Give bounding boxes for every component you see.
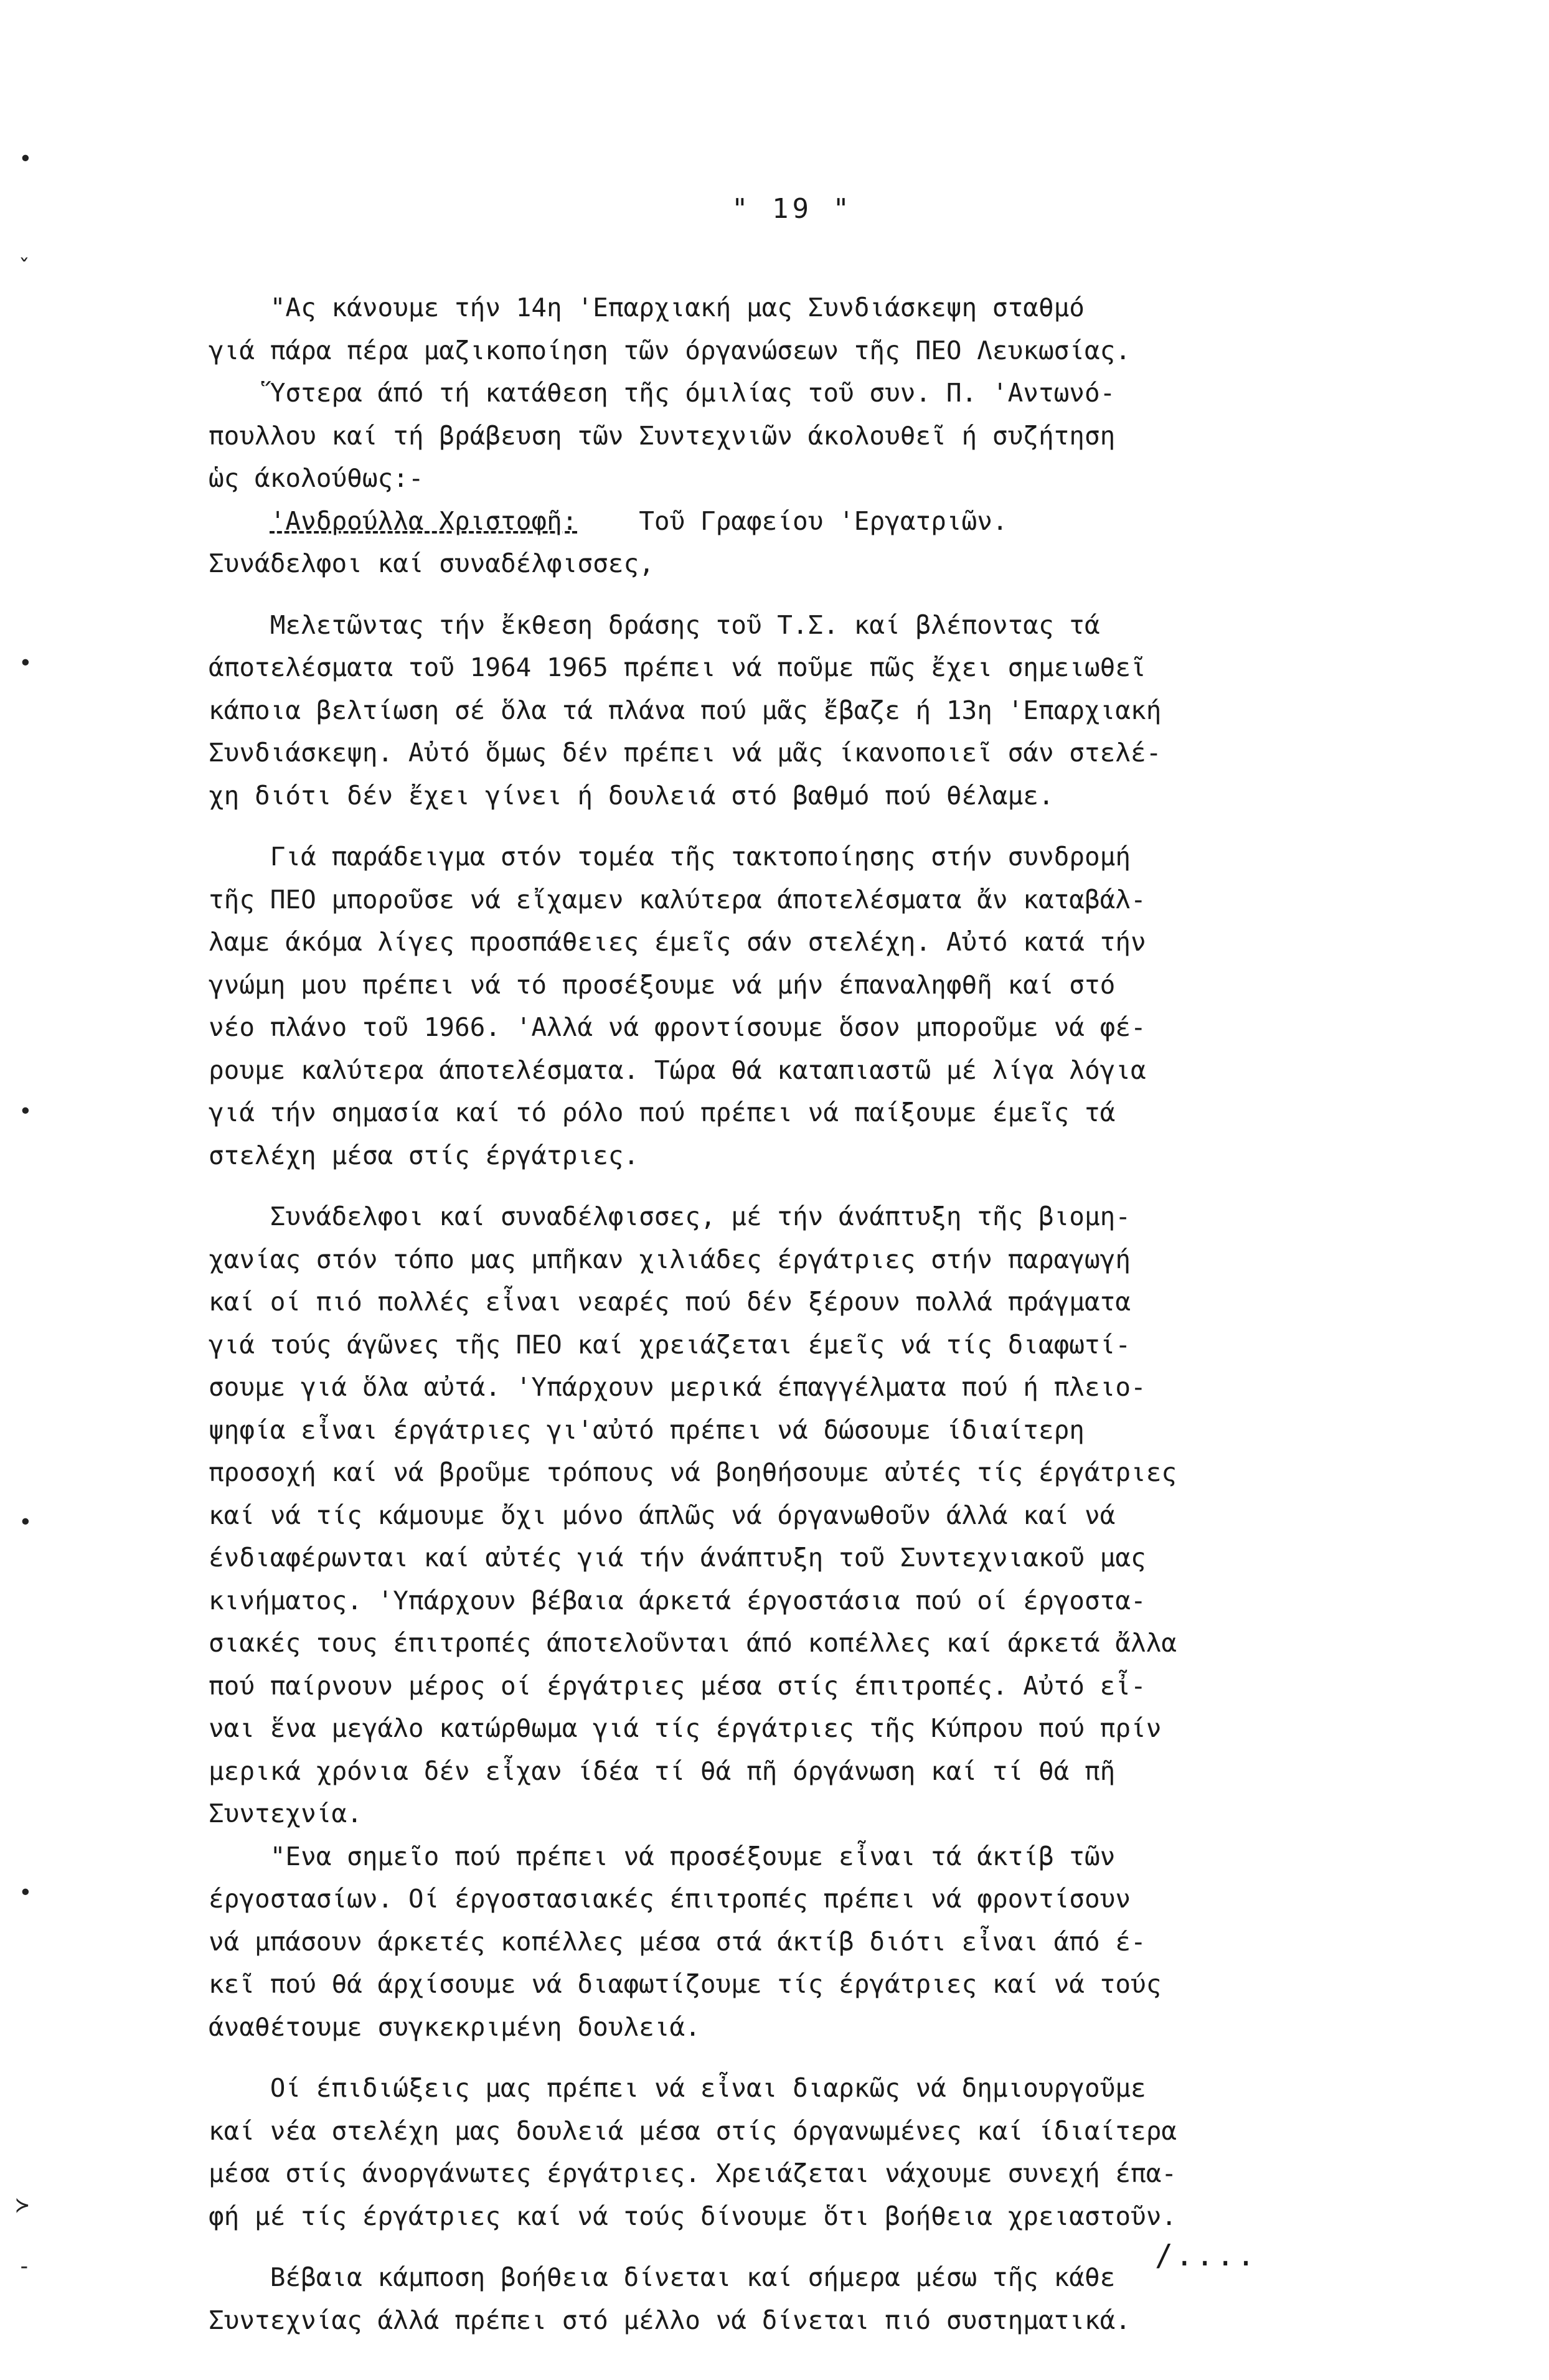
speaker-row: [209, 500, 1423, 543]
text-line: Ὕστερα άπό τή κατάθεση τῆς όμιλίας τοῦ συν. Π. 'Αντωνό-: [209, 378, 1116, 408]
text-line: άποτελέσματα τοῦ 1964 1965 πρέπει νά ποῦμε πῶς ἔχει σημειωθεῖ: [209, 652, 1146, 682]
text-line: νέο πλάνο τοῦ 1966. 'Αλλά νά φροντίσουμε ὅσον μποροῦμε νά φέ-: [209, 1012, 1146, 1042]
text-line: προσοχή καί νά βροῦμε τρόπους νά βοηθήσουμε αὐτές τίς έργάτριες: [209, 1457, 1177, 1487]
text-line: Συνάδελφοι καί συναδέλφισσες,: [209, 548, 654, 578]
text-line: Συνδιάσκεψη. Αὐτό ὅμως δέν πρέπει νά μᾶς ίκανοποιεῖ σάν στελέ-: [209, 738, 1162, 768]
margin-tick: ˇ: [17, 255, 31, 281]
text-line: Βέβαια κάμποση βοήθεια δίνεται καί σήμερα μέσω τῆς κάθε: [209, 2262, 1116, 2292]
margin-dot: •: [19, 1099, 32, 1124]
text-line: νά μπάσουν άρκετές κοπέλλες μέσα στά άκτίβ διότι εἶναι άπό έ-: [209, 1926, 1146, 1957]
typed-letter-body: [209, 286, 1423, 2341]
text-line: Συνάδελφοι καί συναδέλφισσες, μέ τήν άνάπτυξη τῆς βιομη-: [209, 1202, 1131, 1231]
text-line: ρουμε καλύτερα άποτελέσματα. Τώρα θά καταπιαστῶ μέ λίγα λόγια: [209, 1055, 1146, 1085]
text-line: ένδιαφέρωνται καί αὐτές γιά τήν άνάπτυξη τοῦ Συντεχνιακοῦ μας: [209, 1543, 1146, 1573]
speaker-name: 'Ανδρούλλα Χριστοφῆ:: [270, 506, 578, 536]
text-line: πού παίρνουν μέρος οί έργάτριες μέσα στίς έπιτροπές. Αὐτό εἶ-: [209, 1670, 1146, 1701]
text-line: "Ας κάνουμε τήν 14η 'Επαρχιακή μας Συνδιάσκεψη σταθμό: [209, 293, 1085, 322]
text-line: φή μέ τίς έργάτριες καί νά τούς δίνουμε ὅτι βοήθεια χρειαστοῦν.: [209, 2201, 1177, 2231]
text-line: Οί έπιδιώξεις μας πρέπει νά εἶναι διαρκῶς νά δημιουργοῦμε: [209, 2073, 1146, 2103]
margin-dot: •: [19, 1510, 32, 1535]
margin-dot: •: [19, 651, 32, 676]
text-line: Συντεχνίας άλλά πρέπει στό μέλλο νά δίνεται πιό συστηματικά.: [209, 2305, 1131, 2335]
speaker-affiliation: Τοῦ Γραφείου 'Εργατριῶν.: [639, 506, 1008, 536]
margin-dash: -: [17, 2254, 31, 2279]
text-line: ψηφία εἶναι έργάτριες γι'αὐτό πρέπει νά δώσουμε ίδιαίτερη: [209, 1414, 1085, 1445]
text-line: στελέχη μέσα στίς έργάτριες.: [209, 1140, 639, 1170]
text-line: μέσα στίς άνοργάνωτες έργάτριες. Χρειάζεται νάχουμε συνεχή έπα-: [209, 2158, 1177, 2188]
text-line: σιακές τους έπιτροπές άποτελοῦνται άπό κοπέλλες καί άρκετά ἄλλα: [209, 1628, 1177, 1658]
text-line: "Ενα σημεῖο πού πρέπει νά προσέξουμε εἶναι τά άκτίβ τῶν: [209, 1841, 1116, 1871]
text-line: καί οί πιό πολλές εἶναι νεαρές πού δέν ξέρουν πολλά πράγματα: [209, 1287, 1131, 1317]
text-line: Γιά παράδειγμα στόν τομέα τῆς τακτοποίησης στήν συνδρομή: [209, 842, 1131, 872]
text-line: Μελετῶντας τήν ἔκθεση δράσης τοῦ Τ.Σ. καί βλέποντας τά: [209, 609, 1100, 640]
text-line: πουλλου καί τή βράβευση τῶν Συντεχνιῶν άκολουθεῖ ή συζήτηση: [209, 420, 1116, 451]
text-line: καί νά τίς κάμουμε ὄχι μόνο άπλῶς νά όργανωθοῦν άλλά καί νά: [209, 1500, 1116, 1530]
text-line: ναι ἕνα μεγάλο κατώρθωμα γιά τίς έργάτριες τῆς Κύπρου πού πρίν: [209, 1713, 1162, 1743]
continuation-mark: /....: [1155, 2238, 1258, 2273]
text-line: καί νέα στελέχη μας δουλειά μέσα στίς όργανωμένες καί ίδιαίτερα: [209, 2115, 1177, 2146]
text-line: τῆς ΠΕΟ μποροῦσε νά εἴχαμεν καλύτερα άποτελέσματα ἄν καταβάλ-: [209, 884, 1146, 915]
text-line: κινήματος. 'Υπάρχουν βέβαια άρκετά έργοστάσια πού οί έργοστα-: [209, 1585, 1146, 1616]
text-line: γιά τούς άγῶνες τῆς ΠΕΟ καί χρειάζεται έμεῖς νά τίς διαφωτί-: [209, 1329, 1131, 1360]
text-line: χανίας στόν τόπο μας μπῆκαν χιλιάδες έργάτριες στήν παραγωγή: [209, 1244, 1131, 1274]
margin-dot: •: [19, 146, 32, 172]
text-line: ὡς άκολούθως:-: [209, 463, 424, 493]
text-line: άναθέτουμε συγκεκριμένη δουλειά.: [209, 2011, 700, 2042]
margin-dot: •: [19, 1880, 32, 1906]
text-line: γνώμη μου πρέπει νά τό προσέξουμε νά μήν έπαναληφθῆ καί στό: [209, 969, 1116, 1000]
page-number: " 19 ": [732, 193, 853, 225]
text-line: χη διότι δέν ἔχει γίνει ή δουλειά στό βαθμό πού θέλαμε.: [209, 780, 1054, 811]
text-line: κεῖ πού θά άρχίσουμε νά διαφωτίζουμε τίς έργάτριες καί νά τούς: [209, 1969, 1162, 1999]
text-line: γιά τήν σημασία καί τό ρόλο πού πρέπει νά παίξουμε έμεῖς τά: [209, 1098, 1116, 1127]
text-line: σουμε γιά ὅλα αὐτά. 'Υπάρχουν μερικά έπαγγέλματα πού ή πλειο-: [209, 1372, 1146, 1402]
text-line: έργοστασίων. Οί έργοστασιακές έπιτροπές πρέπει νά φροντίσουν: [209, 1884, 1131, 1914]
text-line: λαμε άκόμα λίγες προσπάθειες έμεῖς σάν στελέχη. Αὐτό κατά τήν: [209, 927, 1146, 957]
margin-arrow: ≻: [16, 2193, 29, 2218]
text-line: Συντεχνία.: [209, 1799, 362, 1828]
text-line: γιά πάρα πέρα μαζικοποίηση τῶν όργανώσεων τῆς ΠΕΟ Λευκωσίας.: [209, 335, 1131, 365]
text-line: μερικά χρόνια δέν εἶχαν ίδέα τί θά πῆ όργάνωση καί τί θά πῆ: [209, 1756, 1116, 1786]
text-line: κάποια βελτίωση σέ ὅλα τά πλάνα πού μᾶς ἔβαζε ή 13η 'Επαρχιακή: [209, 695, 1162, 725]
